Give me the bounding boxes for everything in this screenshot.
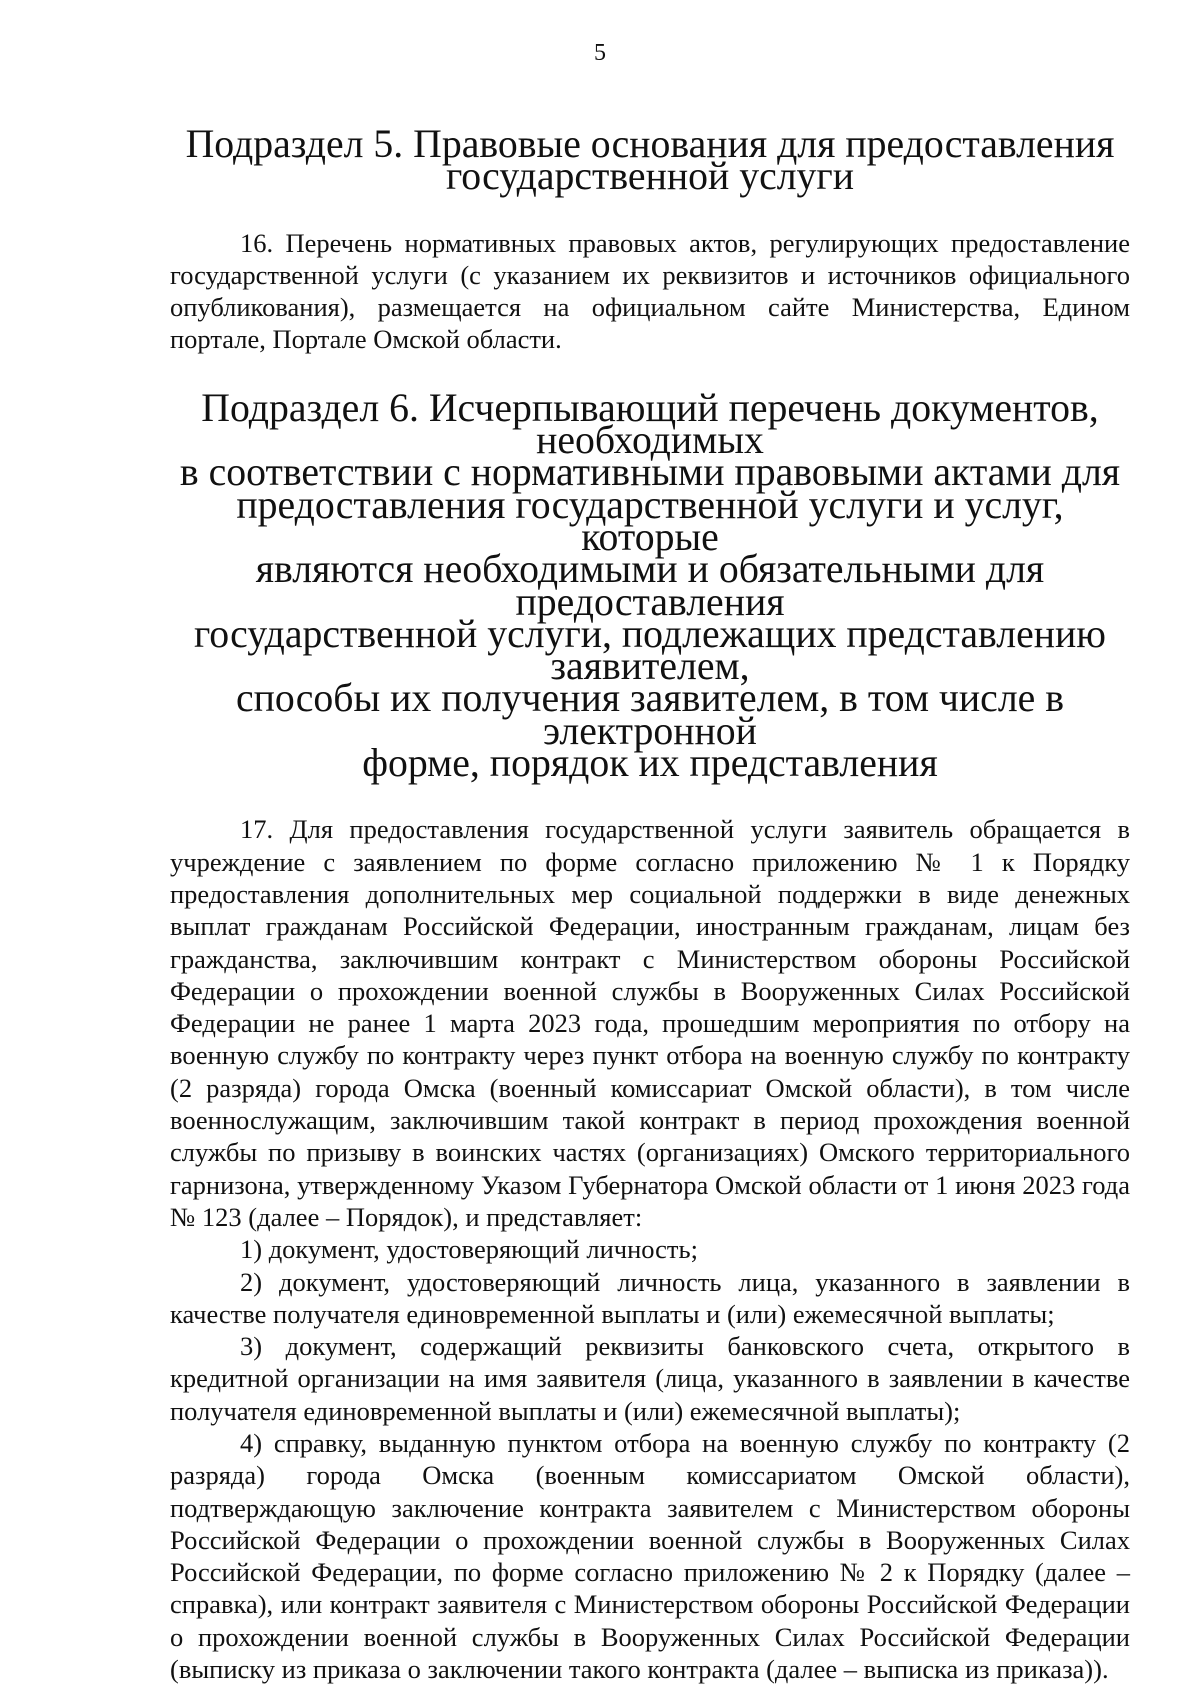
heading-line: государственной услуги, подлежащих представлению заявителем,: [193, 611, 1107, 689]
subsection-6-heading: [170, 385, 1130, 786]
heading-line: форме, порядок их представления: [362, 741, 938, 786]
subsection-5-heading: [170, 122, 1130, 199]
document-body: [170, 122, 1130, 1685]
heading-line: являются необходимыми и обязательными для предоставления: [255, 547, 1045, 624]
heading-line: предоставления государственной услуги и услуг, которые: [236, 482, 1064, 559]
heading-line: Подраздел 6. Исчерпывающий перечень документов, необходимых: [201, 385, 1099, 463]
heading-line: Подраздел 5. Правовые основания для предоставления: [185, 122, 1115, 166]
heading-line: государственной услуги: [445, 154, 855, 199]
list-item-4: 4) справку, выданную пунктом отбора на военную службу по контракту (2 разряда) города Омска (военным комиссариатом Омской области), подтверждающую заключение контракта заявителем с Министерством обороны Российской Федерации о прохождении военной службы в Вооруженных Силах Российской Федерации, по форме согласно приложению № 2 к Порядку (далее – справка), или контракт заявителя с Министерством обороны Российской Федерации о прохождении военной службы в Вооруженных Силах Российской Федерации (выписку из приказа о заключении такого контракта (далее – выписка из приказа)).: [170, 1427, 1130, 1685]
list-item-1: 1) документ, удостоверяющий личность;: [240, 1234, 698, 1265]
paragraph-16: 16. Перечень нормативных правовых актов, регулирующих предоставление государственной услуги (с указанием их реквизитов и источников официального опубликования), размещается на официальном сайте Министерства, Едином портале, Портале Омской области.: [170, 227, 1130, 355]
page-number: 5: [594, 40, 606, 66]
heading-line: способы их получения заявителем, в том числе в электронной: [235, 676, 1065, 753]
heading-line: в соответствии с нормативными правовыми актами для: [179, 450, 1121, 495]
list-item-2: 2) документ, удостоверяющий личность лица, указанного в заявлении в качестве получателя единовременной выплаты и (или) ежемесячной выплаты;: [170, 1266, 1130, 1329]
paragraph-17: 17. Для предоставления государственной услуги заявитель обращается в учреждение с заявлением по форме согласно приложению № 1 к Порядку предоставления дополнительных мер социальной поддержки в виде денежных выплат гражданам Российской Федерации, иностранным гражданам, лицам без гражданства, заключившим контракт с Министерством обороны Российской Федерации о прохождении военной службы в Вооруженных Силах Российской Федерации не ранее 1 марта 2023 года, прошедшим мероприятия по отбору на военную службу по контракту через пункт отбора на военную службу по контракту (2 разряда) города Омска (военный комиссариат Омской области), в том числе военнослужащим, заключившим такой контракт в период прохождения военной службы по призыву в воинских частях (организациях) Омского территориального гарнизона, утвержденному Указом Губернатора Омской области от 1 июня 2023 года № 123 (далее – Порядок), и представляет:: [170, 814, 1130, 1232]
list-item-3: 3) документ, содержащий реквизиты банковского счета, открытого в кредитной организации на имя заявителя (лица, указанного в заявлении в качестве получателя единовременной выплаты и (или) ежемесячной выплаты);: [170, 1331, 1130, 1426]
